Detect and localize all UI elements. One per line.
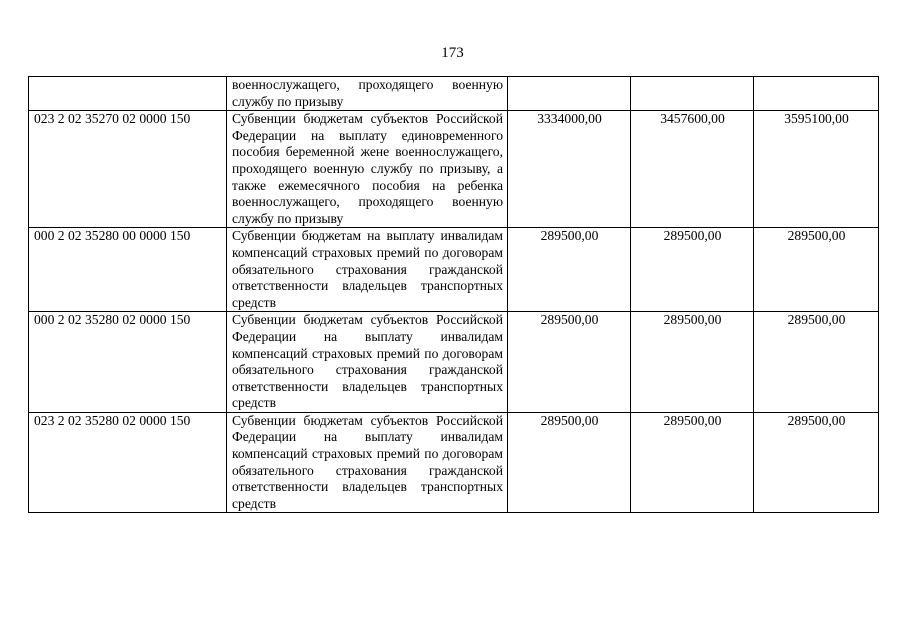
- value-cell-3: 289500,00: [754, 412, 879, 513]
- table-row: [29, 412, 879, 513]
- budget-code-cell: 023 2 02 35280 02 0000 150: [29, 412, 227, 513]
- value-cell-3: 289500,00: [754, 228, 879, 312]
- value-cell-2: 289500,00: [631, 412, 754, 513]
- value-cell-1: 3334000,00: [508, 111, 631, 228]
- description-cell: военнослужащего, проходящего военную службу по призыву: [227, 77, 508, 111]
- table-row: [29, 77, 879, 111]
- table-row: [29, 111, 879, 228]
- description-cell: Субвенции бюджетам субъектов Российской Федерации на выплату инвалидам компенсаций страховых премий по договорам обязательного страхования гражданской ответственности владельцев транспортных средств: [227, 312, 508, 413]
- value-cell-1: [508, 77, 631, 111]
- value-cell-2: [631, 77, 754, 111]
- budget-code-cell: 023 2 02 35270 02 0000 150: [29, 111, 227, 228]
- value-cell-2: 289500,00: [631, 228, 754, 312]
- description-cell: Субвенции бюджетам на выплату инвалидам компенсаций страховых премий по договорам обязательного страхования гражданской ответственности владельцев транспортных средств: [227, 228, 508, 312]
- budget-code-cell: 000 2 02 35280 00 0000 150: [29, 228, 227, 312]
- table-row: [29, 312, 879, 413]
- budget-table: [28, 76, 879, 513]
- value-cell-2: 3457600,00: [631, 111, 754, 228]
- description-cell: Субвенции бюджетам субъектов Российской Федерации на выплату единовременного пособия беременной жене военнослужащего, проходящего военную службу по призыву, а также ежемесячного пособия на ребенка военнослужащего, проходящего военную службу по призыву: [227, 111, 508, 228]
- value-cell-1: 289500,00: [508, 312, 631, 413]
- table-row: [29, 228, 879, 312]
- value-cell-3: 289500,00: [754, 312, 879, 413]
- value-cell-2: 289500,00: [631, 312, 754, 413]
- value-cell-1: 289500,00: [508, 228, 631, 312]
- page-number: 173: [441, 45, 464, 61]
- value-cell-3: 3595100,00: [754, 111, 879, 228]
- budget-code-cell: 000 2 02 35280 02 0000 150: [29, 312, 227, 413]
- value-cell-3: [754, 77, 879, 111]
- budget-code-cell: [29, 77, 227, 111]
- value-cell-1: 289500,00: [508, 412, 631, 513]
- description-cell: Субвенции бюджетам субъектов Российской Федерации на выплату инвалидам компенсаций страховых премий по договорам обязательного страхования гражданской ответственности владельцев транспортных средств: [227, 412, 508, 513]
